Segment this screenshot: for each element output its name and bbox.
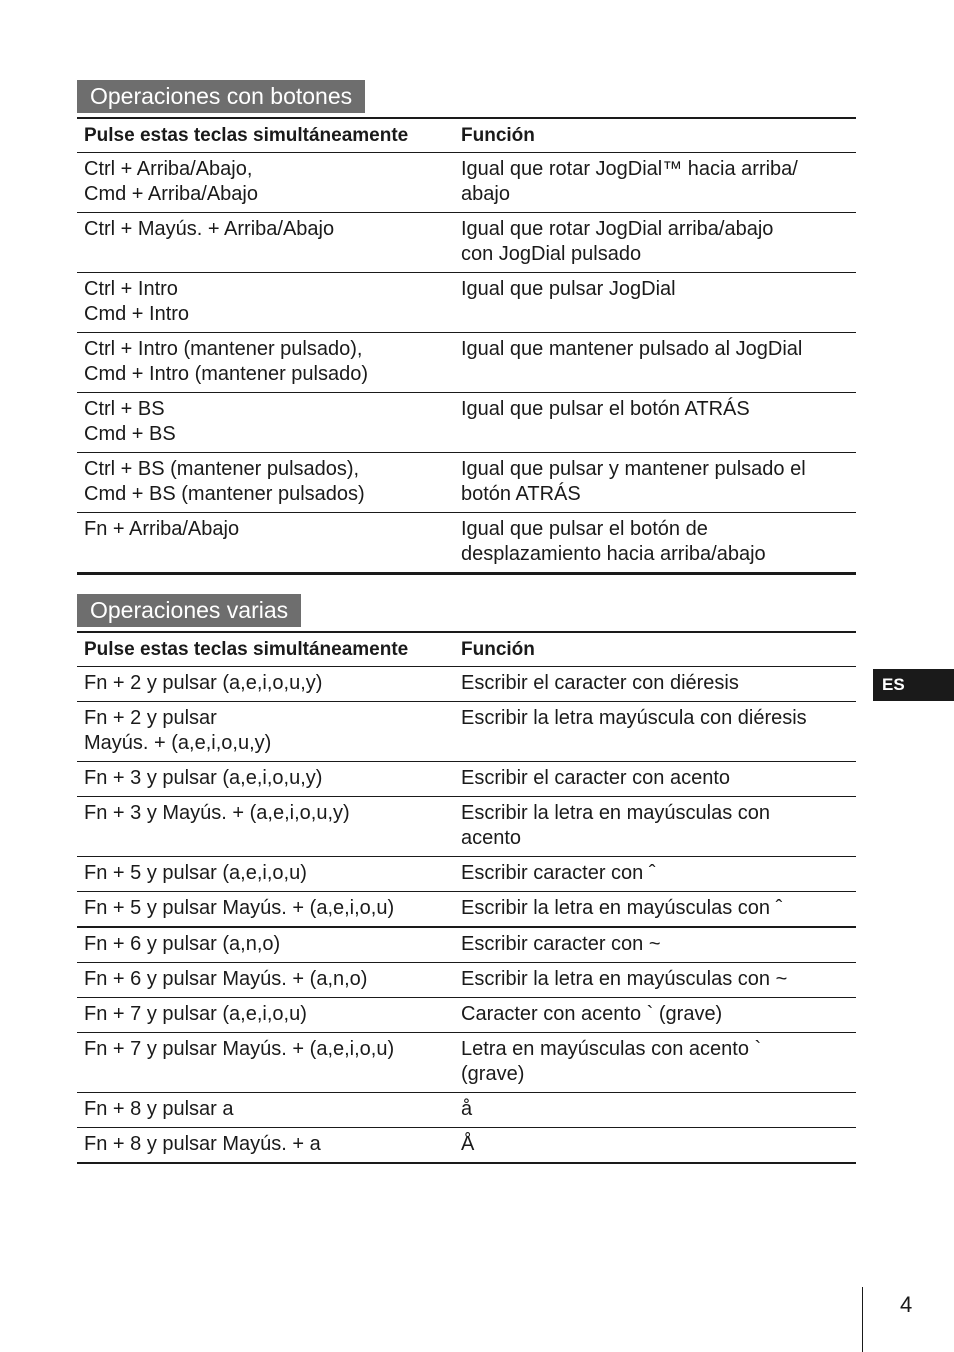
- function-cell: [454, 333, 856, 393]
- cell-line: Escribir el caracter con acento: [461, 767, 731, 789]
- keys-cell: [77, 213, 454, 273]
- cell-line: abajo: [461, 183, 510, 205]
- cell-line: Fn + 2 y pulsar (a,e,i,o,u,y): [84, 672, 323, 694]
- table-header-row: [77, 118, 856, 153]
- function-cell: [454, 393, 856, 453]
- keys-cell: [77, 762, 454, 797]
- keys-cell: [77, 702, 454, 762]
- cell-line: Fn + 5 y pulsar (a,e,i,o,u): [84, 862, 307, 884]
- cell-line: Igual que pulsar el botón ATRÁS: [461, 398, 750, 420]
- table-row: [77, 513, 856, 574]
- function-cell: [454, 1128, 856, 1164]
- cell-line: Ctrl + Mayús. + Arriba/Abajo: [84, 218, 335, 240]
- cell-line: Ctrl + Intro: [84, 278, 178, 300]
- function-cell: [454, 453, 856, 513]
- cell-line: Cmd + BS: [84, 423, 176, 445]
- keys-cell: [77, 1093, 454, 1128]
- page-number: 4: [900, 1292, 913, 1317]
- function-cell: [454, 762, 856, 797]
- keys-cell: [77, 892, 454, 928]
- cell-line: (grave): [461, 1063, 525, 1085]
- column-header-keys: Pulse estas teclas simultáneamente: [77, 632, 454, 667]
- cell-line: Igual que rotar JogDial™ hacia arriba/: [461, 158, 798, 180]
- cell-line: Escribir la letra en mayúsculas con: [461, 802, 771, 824]
- cell-line: desplazamiento hacia arriba/abajo: [461, 543, 766, 565]
- cell-line: Cmd + Intro (mantener pulsado): [84, 363, 369, 385]
- keys-cell: [77, 998, 454, 1033]
- cell-line: Mayús. + (a,e,i,o,u,y): [84, 732, 272, 754]
- table-row: [77, 797, 856, 857]
- table-row: [77, 927, 856, 963]
- table-row: [77, 998, 856, 1033]
- function-cell: [454, 998, 856, 1033]
- table-row: [77, 667, 856, 702]
- keys-cell: [77, 857, 454, 892]
- function-cell: [454, 213, 856, 273]
- function-cell: [454, 857, 856, 892]
- keys-cell: [77, 963, 454, 998]
- keys-cell: [77, 927, 454, 963]
- table-header-row: [77, 632, 856, 667]
- cell-line: Igual que pulsar el botón de: [461, 518, 708, 540]
- section-misc-operations: [77, 594, 856, 1164]
- table-row: [77, 702, 856, 762]
- table-row: [77, 1033, 856, 1093]
- table-row: [77, 273, 856, 333]
- cell-line: Igual que pulsar JogDial: [461, 278, 676, 300]
- function-cell: [454, 1093, 856, 1128]
- shortcut-table: [77, 631, 856, 1164]
- language-tab: ES: [873, 669, 954, 701]
- function-cell: [454, 153, 856, 213]
- function-cell: [454, 273, 856, 333]
- table-row: [77, 393, 856, 453]
- cell-line: Escribir caracter con ˆ: [461, 862, 656, 884]
- cell-line: Ctrl + Arriba/Abajo,: [84, 158, 253, 180]
- cell-line: Igual que pulsar y mantener pulsado el: [461, 458, 806, 480]
- function-cell: [454, 702, 856, 762]
- cell-line: Fn + Arriba/Abajo: [84, 518, 240, 540]
- function-cell: [454, 1033, 856, 1093]
- table-row: [77, 1128, 856, 1164]
- table-row: [77, 333, 856, 393]
- cell-line: Ctrl + BS (mantener pulsados),: [84, 458, 360, 480]
- column-header-function: Función: [454, 118, 856, 153]
- table-row: [77, 892, 856, 928]
- function-cell: [454, 513, 856, 574]
- table-row: [77, 762, 856, 797]
- cell-line: Escribir la letra en mayúsculas con ˆ: [461, 897, 783, 919]
- section-title: Operaciones con botones: [77, 80, 365, 113]
- cell-line: Fn + 8 y pulsar a: [84, 1098, 234, 1120]
- page-number-divider: [862, 1287, 863, 1352]
- function-cell: [454, 892, 856, 928]
- cell-line: Igual que mantener pulsado al JogDial: [461, 338, 803, 360]
- keys-cell: [77, 453, 454, 513]
- keys-cell: [77, 513, 454, 574]
- function-cell: [454, 667, 856, 702]
- keys-cell: [77, 667, 454, 702]
- cell-line: Ctrl + Intro (mantener pulsado),: [84, 338, 363, 360]
- keys-cell: [77, 797, 454, 857]
- table-row: [77, 1093, 856, 1128]
- keys-cell: [77, 273, 454, 333]
- cell-line: Escribir la letra mayúscula con diéresis: [461, 707, 807, 729]
- table-row: [77, 153, 856, 213]
- column-header-keys: Pulse estas teclas simultáneamente: [77, 118, 454, 153]
- shortcut-table: [77, 117, 856, 575]
- cell-line: Å: [461, 1133, 475, 1155]
- keys-cell: [77, 1033, 454, 1093]
- function-cell: [454, 797, 856, 857]
- cell-line: Cmd + Intro: [84, 303, 190, 325]
- cell-line: Escribir la letra en mayúsculas con ~: [461, 968, 788, 990]
- column-header-function: Función: [454, 632, 856, 667]
- table-row: [77, 857, 856, 892]
- cell-line: å: [461, 1098, 473, 1120]
- cell-line: Fn + 3 y pulsar (a,e,i,o,u,y): [84, 767, 323, 789]
- function-cell: [454, 927, 856, 963]
- cell-line: Escribir caracter con ~: [461, 933, 661, 955]
- cell-line: Caracter con acento ` (grave): [461, 1003, 723, 1025]
- cell-line: Igual que rotar JogDial arriba/abajo: [461, 218, 774, 240]
- section-button-operations: [77, 80, 856, 575]
- keys-cell: [77, 393, 454, 453]
- function-cell: [454, 963, 856, 998]
- cell-line: Fn + 3 y Mayús. + (a,e,i,o,u,y): [84, 802, 350, 824]
- cell-line: Fn + 6 y pulsar Mayús. + (a,n,o): [84, 968, 368, 990]
- cell-line: Fn + 5 y pulsar Mayús. + (a,e,i,o,u): [84, 897, 395, 919]
- keys-cell: [77, 1128, 454, 1164]
- cell-line: Cmd + Arriba/Abajo: [84, 183, 258, 205]
- cell-line: Ctrl + BS: [84, 398, 165, 420]
- cell-line: Fn + 8 y pulsar Mayús. + a: [84, 1133, 321, 1155]
- cell-line: con JogDial pulsado: [461, 243, 642, 265]
- cell-line: Fn + 7 y pulsar Mayús. + (a,e,i,o,u): [84, 1038, 395, 1060]
- cell-line: botón ATRÁS: [461, 483, 581, 505]
- cell-line: Cmd + BS (mantener pulsados): [84, 483, 365, 505]
- keys-cell: [77, 153, 454, 213]
- cell-line: Fn + 6 y pulsar (a,n,o): [84, 933, 281, 955]
- section-title: Operaciones varias: [77, 594, 301, 627]
- cell-line: Letra en mayúsculas con acento `: [461, 1038, 762, 1060]
- cell-line: Fn + 7 y pulsar (a,e,i,o,u): [84, 1003, 307, 1025]
- cell-line: Fn + 2 y pulsar: [84, 707, 217, 729]
- cell-line: Escribir el caracter con diéresis: [461, 672, 739, 694]
- keys-cell: [77, 333, 454, 393]
- table-row: [77, 963, 856, 998]
- cell-line: acento: [461, 827, 522, 849]
- table-row: [77, 213, 856, 273]
- table-row: [77, 453, 856, 513]
